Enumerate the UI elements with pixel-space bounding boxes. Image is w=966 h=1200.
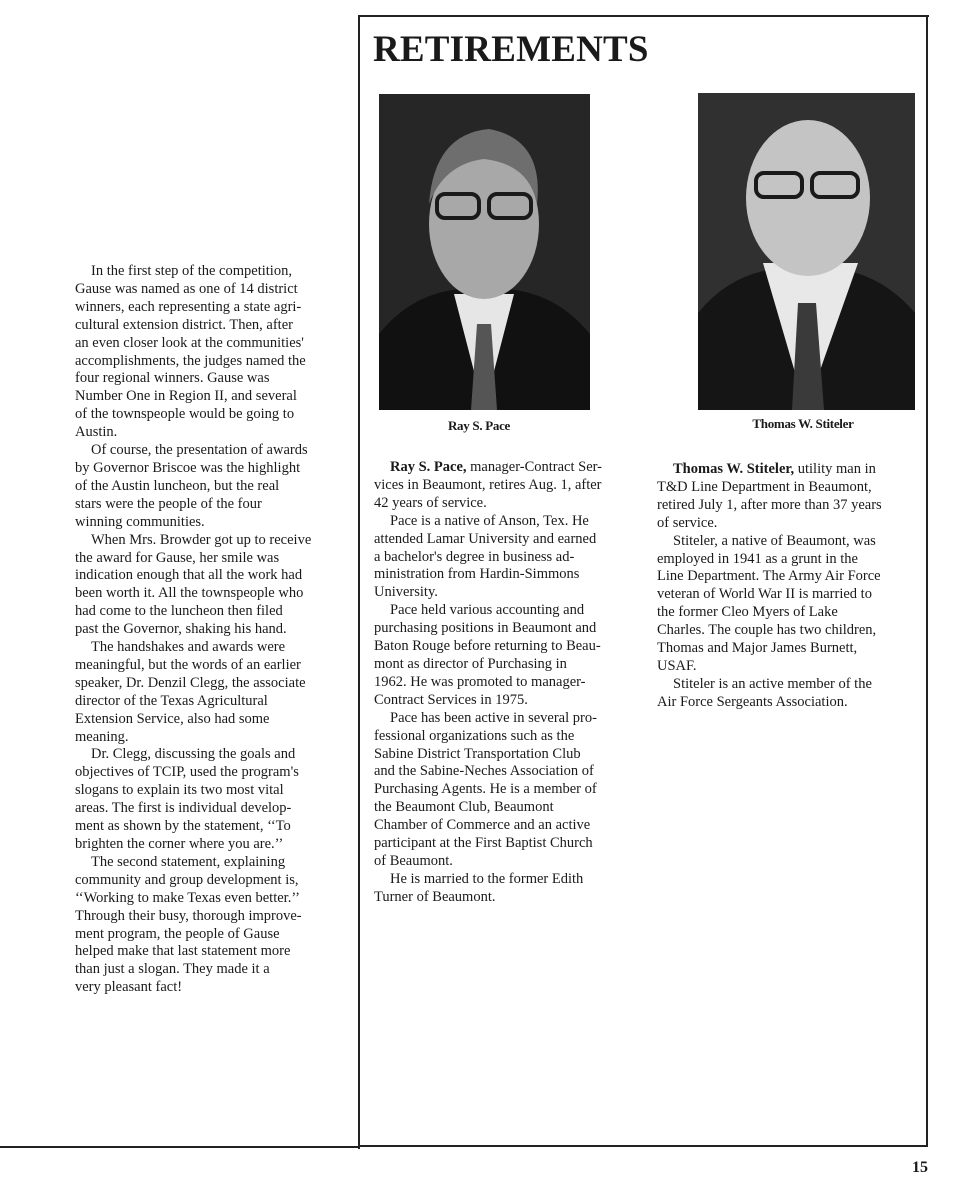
text-line: winners, each representing a state agri-: [75, 298, 302, 315]
text-line: attended Lamar University and earned: [374, 530, 597, 547]
column-divider: [358, 15, 360, 1149]
retiree-name: Ray S. Pace,: [390, 459, 467, 475]
text-line: The handshakes and awards were: [91, 639, 286, 656]
text-line: 1962. He was promoted to manager-: [374, 673, 586, 690]
text-line: [374, 459, 602, 477]
text-line: Baton Rouge before returning to Beau-: [374, 638, 601, 655]
text-line: the award for Gause, her smile was: [75, 549, 280, 566]
text-line: Thomas and Major James Burnett,: [657, 640, 858, 657]
text-line: indication enough that all the work had: [75, 567, 303, 584]
text-line: vices in Beaumont, retires Aug. 1, after: [374, 476, 602, 493]
text-line: the Beaumont Club, Beaumont: [374, 799, 554, 816]
text-line: objectives of TCIP, used the program's: [75, 764, 299, 781]
text-line: a bachelor's degree in business ad-: [374, 548, 575, 565]
page-number: 15: [912, 1159, 928, 1176]
text-line: areas. The first is individual develop-: [75, 800, 292, 817]
text-line: speaker, Dr. Denzil Clegg, the associate: [75, 674, 306, 691]
text-line: of the Austin luncheon, but the real: [75, 477, 280, 494]
text-line: Pace is a native of Anson, Tex. He: [390, 512, 589, 529]
text-line: Pace has been active in several pro-: [390, 709, 597, 726]
text-run: utility man in: [794, 461, 876, 477]
text-line: purchasing positions in Beaumont and: [374, 620, 597, 637]
text-line: four regional winners. Gause was: [75, 370, 270, 387]
text-line: winning communities.: [75, 513, 205, 530]
portrait-image: [698, 93, 915, 410]
text-line: participant at the First Baptist Church: [374, 835, 593, 852]
text-line: an even closer look at the communities': [75, 334, 304, 351]
text-line: Purchasing Agents. He is a member of: [374, 781, 597, 798]
text-line: cultural extension district. Then, after: [75, 316, 293, 333]
text-line: slogans to explain its two most vital: [75, 782, 284, 799]
top-rule: [359, 15, 929, 17]
text-line: Contract Services in 1975.: [374, 691, 528, 708]
text-line: Turner of Beaumont.: [374, 888, 496, 905]
text-line: community and group development is,: [75, 871, 299, 888]
text-line: than just a slogan. They made it a: [75, 961, 270, 978]
text-line: very pleasant fact!: [75, 979, 183, 996]
text-line: mont as director of Purchasing in: [374, 655, 567, 672]
text-line: Charles. The couple has two children,: [657, 622, 877, 639]
photo-thomas-stiteler: [698, 93, 915, 410]
text-line: retired July 1, after more than 37 years: [657, 496, 882, 513]
text-line: Austin.: [75, 424, 118, 441]
text-line: of the townspeople would be going to: [75, 406, 295, 423]
text-line: Extension Service, also had some: [75, 710, 270, 727]
photo-ray-pace: [379, 94, 590, 410]
text-line: stars were the people of the four: [75, 495, 262, 512]
text-line: ment as shown by the statement, ‘‘To: [75, 818, 291, 835]
text-line: by Governor Briscoe was the highlight: [75, 459, 301, 476]
text-line: been worth it. All the townspeople who: [75, 585, 304, 602]
text-line: Chamber of Commerce and an active: [374, 817, 591, 834]
text-line: When Mrs. Browder got up to receive: [91, 531, 312, 548]
text-line: of service.: [657, 514, 718, 531]
text-line: The second statement, explaining: [91, 853, 286, 870]
text-line: Stiteler is an active member of the: [673, 675, 872, 692]
text-line: helped make that last statement more: [75, 943, 291, 960]
text-line: Air Force Sergeants Association.: [657, 693, 848, 710]
bottom-rule-left: [0, 1146, 360, 1148]
text-line: Pace held various accounting and: [390, 602, 585, 619]
retiree-name: Thomas W. Stiteler,: [673, 461, 795, 477]
text-line: Of course, the presentation of awards: [91, 442, 308, 459]
text-line: accomplishments, the judges named the: [75, 352, 306, 369]
text-line: Sabine District Transportation Club: [374, 745, 581, 762]
text-line: He is married to the former Edith: [390, 870, 584, 887]
text-line: Gause was named as one of 14 district: [75, 280, 298, 297]
text-line: ministration from Hardin-Simmons: [374, 566, 580, 583]
text-line: Number One in Region II, and several: [75, 388, 297, 405]
text-line: ‘‘Working to make Texas even better.’’: [75, 889, 300, 906]
text-line: ment program, the people of Gause: [75, 925, 280, 942]
text-line: the former Cleo Myers of Lake: [657, 604, 838, 621]
text-line: employed in 1941 as a grunt in the: [657, 550, 858, 567]
text-line: meaning.: [75, 728, 129, 745]
portrait-image: [379, 94, 590, 410]
text-line: director of the Texas Agricultural: [75, 692, 268, 709]
text-line: and the Sabine-Neches Association of: [374, 763, 594, 780]
right-rule: [926, 15, 928, 1147]
text-line: of Beaumont.: [374, 852, 453, 869]
text-line: fessional organizations such as the: [374, 727, 575, 744]
text-run: manager-Contract Ser-: [466, 459, 603, 475]
retiree-bio-stiteler: [657, 461, 882, 712]
text-line: had come to the luncheon then filed: [75, 603, 283, 620]
text-line: In the first step of the competition,: [91, 263, 292, 279]
text-line: veteran of World War II is married to: [657, 586, 872, 603]
text-line: Line Department. The Army Air Force: [657, 568, 881, 585]
text-line: 42 years of service.: [374, 494, 487, 511]
retiree-bio-pace: [374, 459, 602, 907]
text-line: University.: [374, 584, 438, 601]
bottom-rule-right: [359, 1145, 928, 1147]
text-line: brighten the corner where you are.’’: [75, 836, 284, 852]
text-line: Through their busy, thorough improve-: [75, 907, 302, 924]
text-line: T&D Line Department in Beaumont,: [657, 478, 872, 495]
page-title: RETIREMENTS: [373, 29, 649, 70]
photo-caption-stiteler: Thomas W. Stiteler: [752, 416, 854, 431]
article-column-left: [75, 263, 311, 997]
text-line: meaningful, but the words of an earlier: [75, 656, 301, 673]
text-line: [657, 461, 882, 479]
text-line: past the Governor, shaking his hand.: [75, 621, 287, 638]
text-line: Dr. Clegg, discussing the goals and: [91, 746, 296, 763]
text-line: USAF.: [657, 657, 697, 674]
text-line: Stiteler, a native of Beaumont, was: [673, 532, 876, 549]
photo-caption-pace: Ray S. Pace: [447, 418, 511, 433]
